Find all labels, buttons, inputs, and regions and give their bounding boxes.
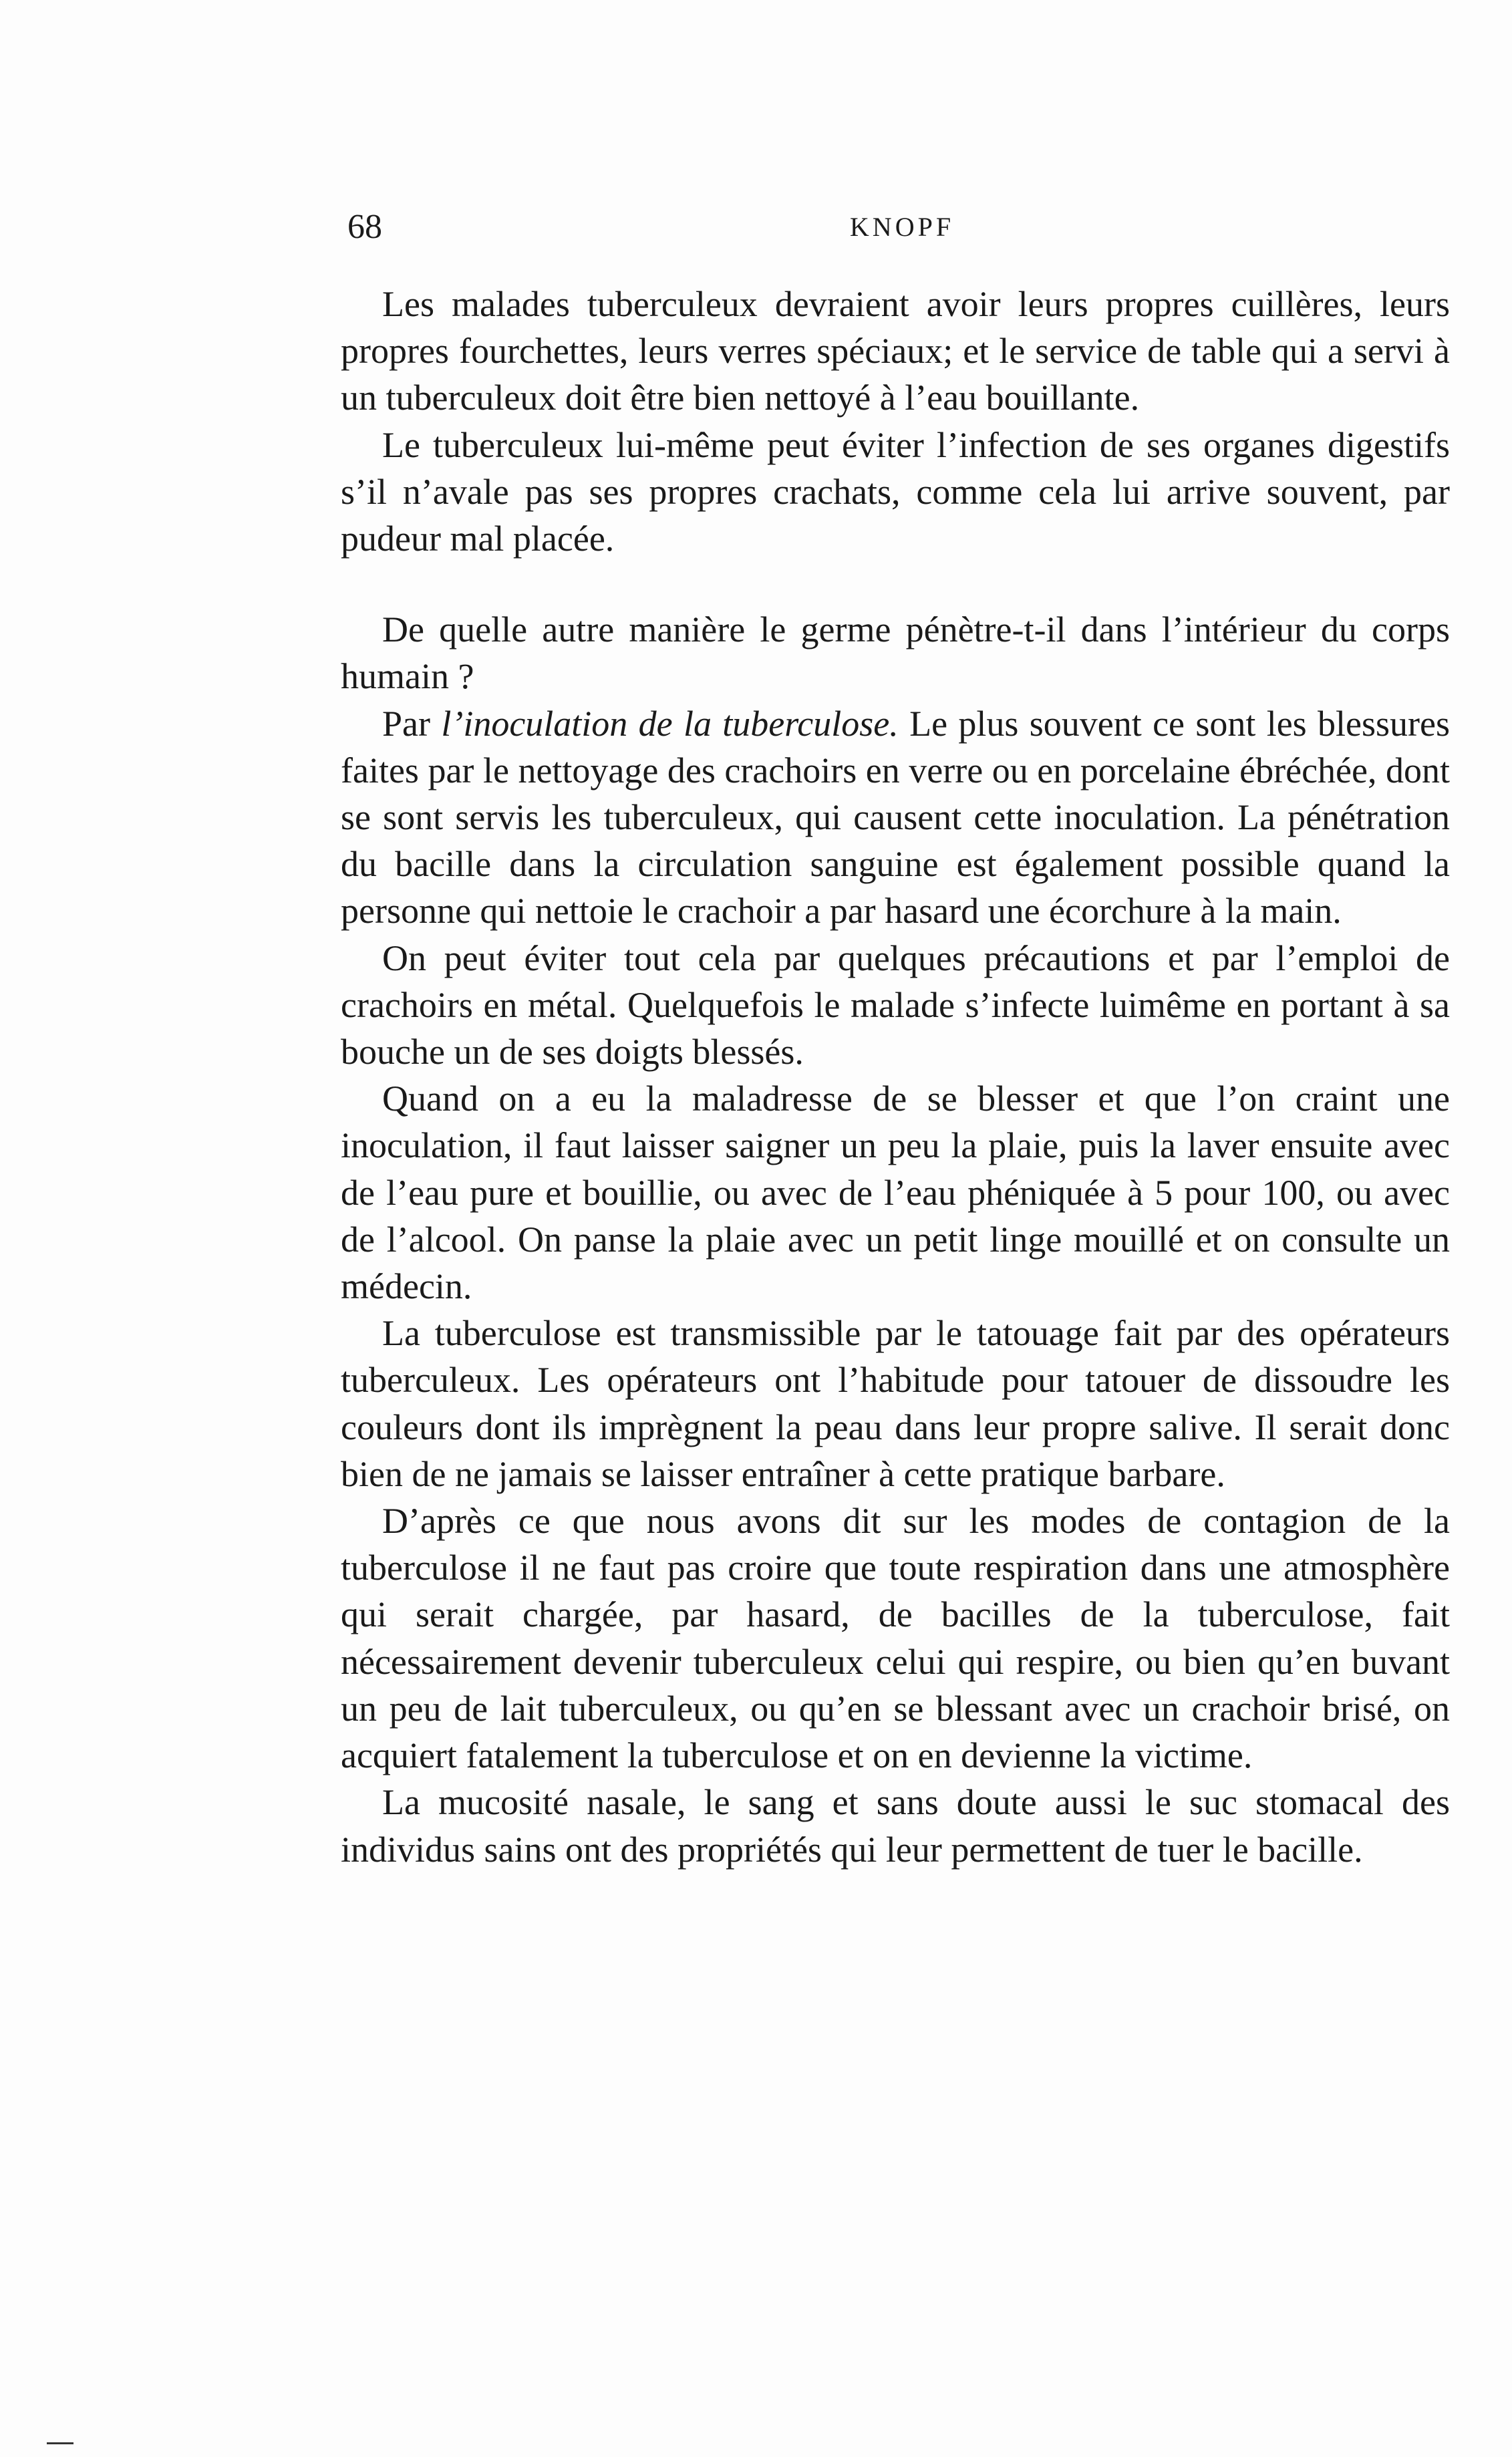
running-head: KNOPF [849,212,955,242]
body-text [341,281,1450,1873]
paragraph-7: La tuberculose est transmissible par le tatouage fait par des opérateurs tuberculeux. Les opérateurs ont l’habitude pour tatouer de dissoudre les couleurs dont ils imprègnent la peau dans leur propre salive. Il serait donc bien de ne jamais se laisser entraîner à cette pratique barbare. [341,1313,1450,1494]
paragraph-9: La mucosité nasale, le sang et sans doute aussi le suc stomacal des individus sains ont des propriétés qui leur permettent de tuer le bacille. [341,1782,1450,1870]
footer-mark [47,2442,73,2444]
paragraph-question: De quelle autre manière le germe pénètre-t-il dans l’intérieur du corps humain ? [341,609,1450,697]
paragraph-6: Quand on a eu la maladresse de se blesser et que l’on craint une inoculation, il faut laisser saigner un peu la plaie, puis la laver ensuite avec de l’eau pure et bouillie, ou avec de l’eau phéniquée à 5 pour 100, ou avec de l’alcool. On panse la plaie avec un petit linge mouillé et on consulte un médecin. [341,1078,1450,1307]
paragraph-1: Les malades tuberculeux devraient avoir leurs propres cuillères, leurs propres fourchettes, leurs verres spéciaux; et le service de table qui a servi à un tuberculeux doit être bien nettoyé à l’eau bouillante. [341,284,1450,418]
paragraph-rest: Le plus souvent ce sont les blessures faites par le nettoyage des crachoirs en verre ou en porcelaine ébréchée, dont se sont servis les tuberculeux, qui causent cette inoculation. La pénétration du bacille dans la circulation sanguine est également possible quand la personne qui nettoie le crachoir a par hasard une écorchure à la main. [341,703,1450,931]
italic-heading: l’inoculation de la tuberculose. [441,703,899,744]
page-header [347,200,1457,254]
page-number: 68 [347,208,382,246]
paragraph-8: D’après ce que nous avons dit sur les modes de contagion de la tuberculose il ne faut pas croire que toute respiration dans une atmosphère qui serait chargée, par hasard, de bacilles de la tuberculose, fait nécessairement devenir tuberculeux celui qui respire, ou bien qu’en buvant un peu de lait tuberculeux, ou qu’en se blessant avec un crachoir brisé, on acquiert fatalement la tuberculose et on en devienne la victime. [341,1501,1450,1776]
paragraph-5: On peut éviter tout cela par quelques précautions et par l’emploi de crachoirs en métal. Quelquefois le malade s’infecte luimême en portant à sa bouche un de ses doigts blessés. [341,937,1450,1072]
paragraph-lead: Par [382,703,442,744]
paragraph-2: Le tuberculeux lui-même peut éviter l’infection de ses organes digestifs s’il n’avale pas ses propres crachats, comme cela lui arrive souvent, par pudeur mal placée. [341,424,1450,559]
paragraph-inoculation [341,700,1450,935]
